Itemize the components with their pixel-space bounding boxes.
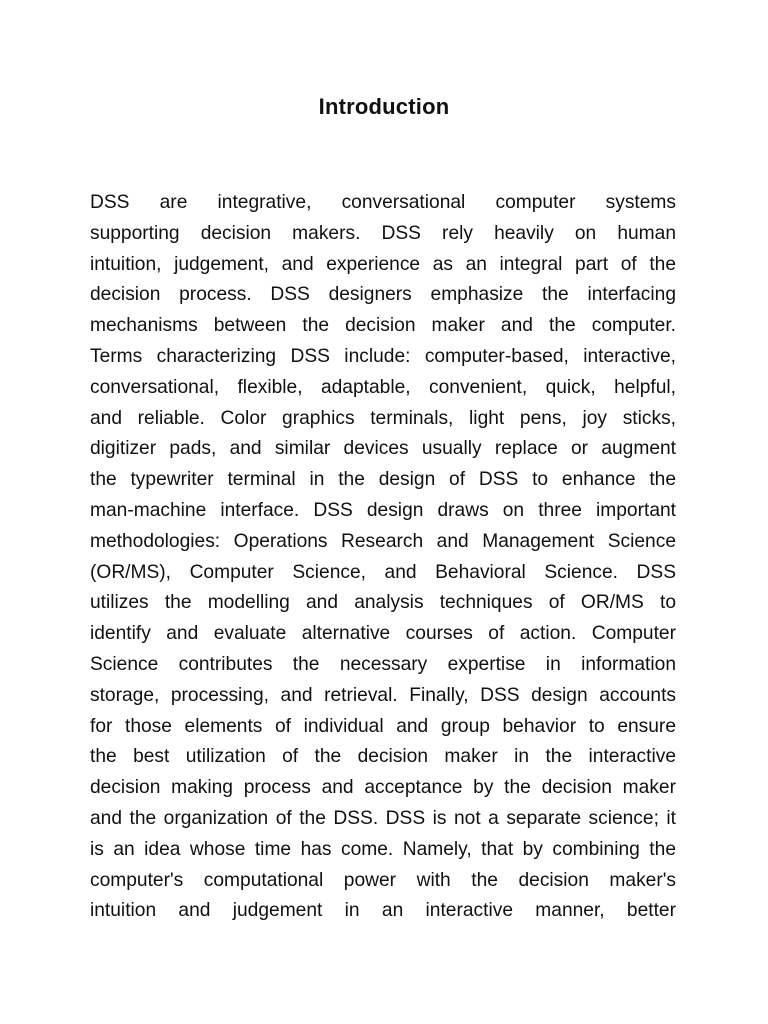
body-paragraph [90,188,676,930]
paragraph-line: computer's computational power with the decision maker's [90,869,676,891]
paragraph-line: supporting decision makers. DSS rely heavily on human [90,222,676,244]
paragraph-line: the typewriter terminal in the design of DSS to enhance the [90,469,676,491]
paragraph-line: is an idea whose time has come. Namely, that by combining the [90,838,676,860]
paragraph-line: digitizer pads, and similar devices usually replace or augment [90,438,676,460]
paragraph-line: Science contributes the necessary expertise in information [90,653,676,675]
paragraph-line: the best utilization of the decision maker in the interactive [90,746,676,768]
paragraph-line: Terms characterizing DSS include: computer-based, interactive, [90,345,676,367]
page-title: Introduction [318,94,450,119]
paragraph-line: intuition and judgement in an interactive manner, better [90,900,676,922]
paragraph-line: methodologies: Operations Research and Management Science [90,530,676,552]
paragraph-line: man-machine interface. DSS design draws on three important [90,499,676,521]
paragraph-line: decision making process and acceptance by the decision maker [90,777,676,799]
paragraph-line: utilizes the modelling and analysis techniques of OR/MS to [90,592,676,614]
paragraph-line: storage, processing, and retrieval. Finally, DSS design accounts [90,684,676,706]
paragraph-line: mechanisms between the decision maker and the computer. [90,315,676,337]
paragraph-line: intuition, judgement, and experience as an integral part of the [90,253,676,275]
paragraph-line: and the organization of the DSS. DSS is not a separate science; it [90,807,676,829]
paragraph-line: DSS are integrative, conversational computer systems [90,192,676,213]
paragraph-line: and reliable. Color graphics terminals, light pens, joy sticks, [90,407,676,429]
paragraph-line: for those elements of individual and group behavior to ensure [90,715,676,737]
paragraph-line: (OR/MS), Computer Science, and Behavioral Science. DSS [90,561,676,583]
paragraph-line: conversational, flexible, adaptable, convenient, quick, helpful, [90,376,676,398]
paragraph-line: identify and evaluate alternative courses of action. Computer [90,623,676,645]
paragraph-line: decision process. DSS designers emphasize the interfacing [90,284,676,306]
